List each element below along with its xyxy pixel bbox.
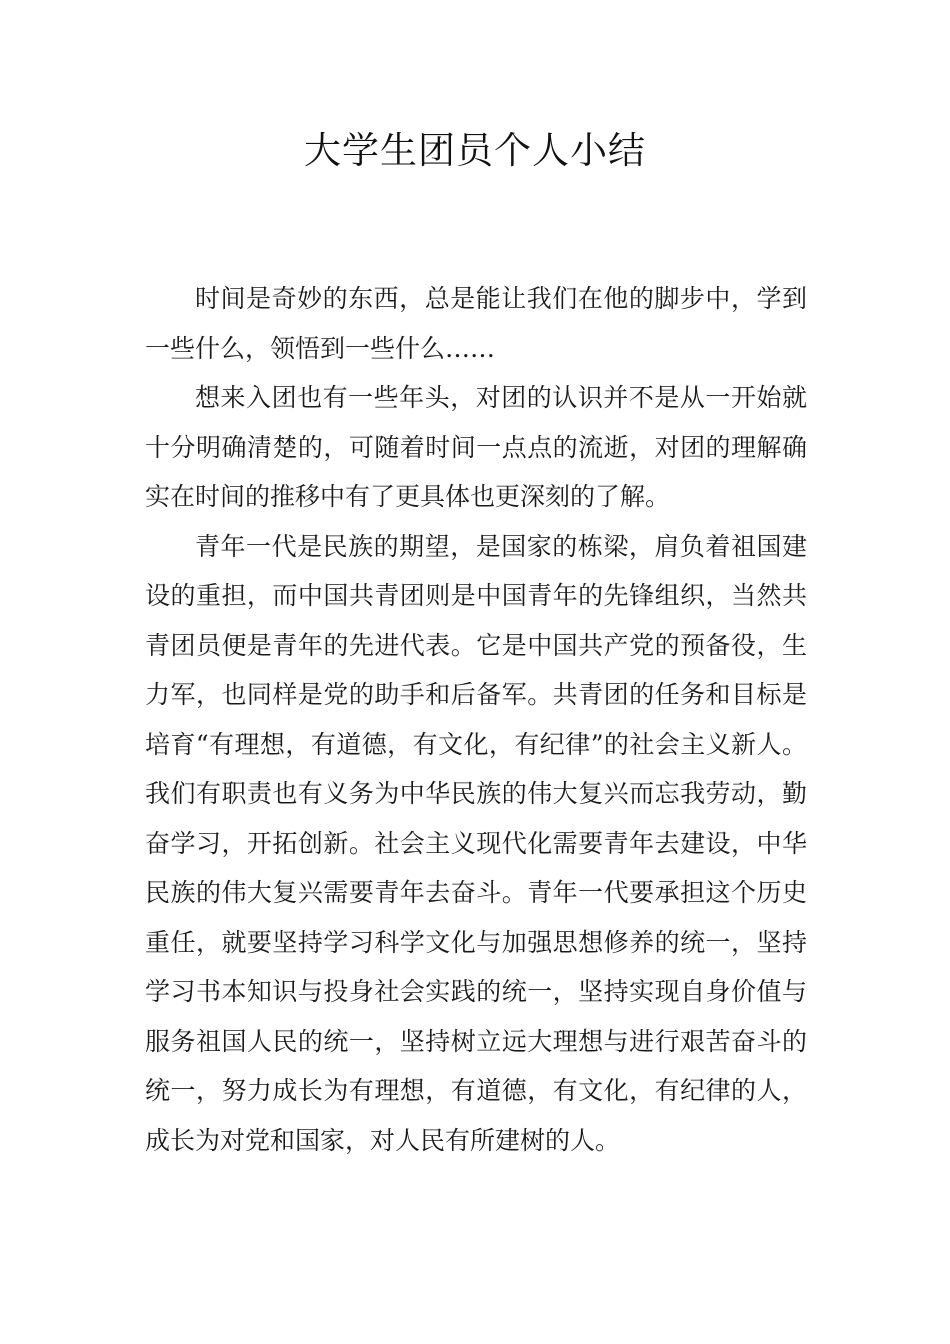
paragraph-3: 青年一代是民族的期望，是国家的栋梁，肩负着祖国建设的重担，而中国共青团则是中国青年的先锋组织，当然共青团员便是青年的先进代表。它是中国共产党的预备役，生力军，也同样是党的助手和后备军。共青团的任务和目标是培育“有理想，有道德，有文化，有纪律”的社会主义新人。我们有职责也有义务为中华民族的伟大复兴而忘我劳动，勤奋学习，开拓创新。社会主义现代化需要青年去建设，中华民族的伟大复兴需要青年去奋斗。青年一代要承担这个历史重任，就要坚持学习科学文化与加强思想修养的统一，坚持学习书本知识与投身社会实践的统一，坚持实现自身价值与服务祖国人民的统一，坚持树立远大理想与进行艰苦奋斗的统一，努力成长为有理想，有道德，有文化，有纪律的人，成长为对党和国家，对人民有所建树的人。 xyxy=(145,531,807,1155)
document-title: 大学生团员个人小结 xyxy=(304,129,646,172)
paragraph-2: 想来入团也有一些年头，对团的认识并不是从一开始就十分明确清楚的，可随着时间一点点的流逝，对团的理解确实在时间的推移中有了更具体也更深刻的了解。 xyxy=(145,383,807,511)
document-body xyxy=(145,274,807,1165)
paragraph-1: 时间是奇妙的东西，总是能让我们在他的脚步中，学到一些什么，领悟到一些什么…… xyxy=(145,284,807,363)
